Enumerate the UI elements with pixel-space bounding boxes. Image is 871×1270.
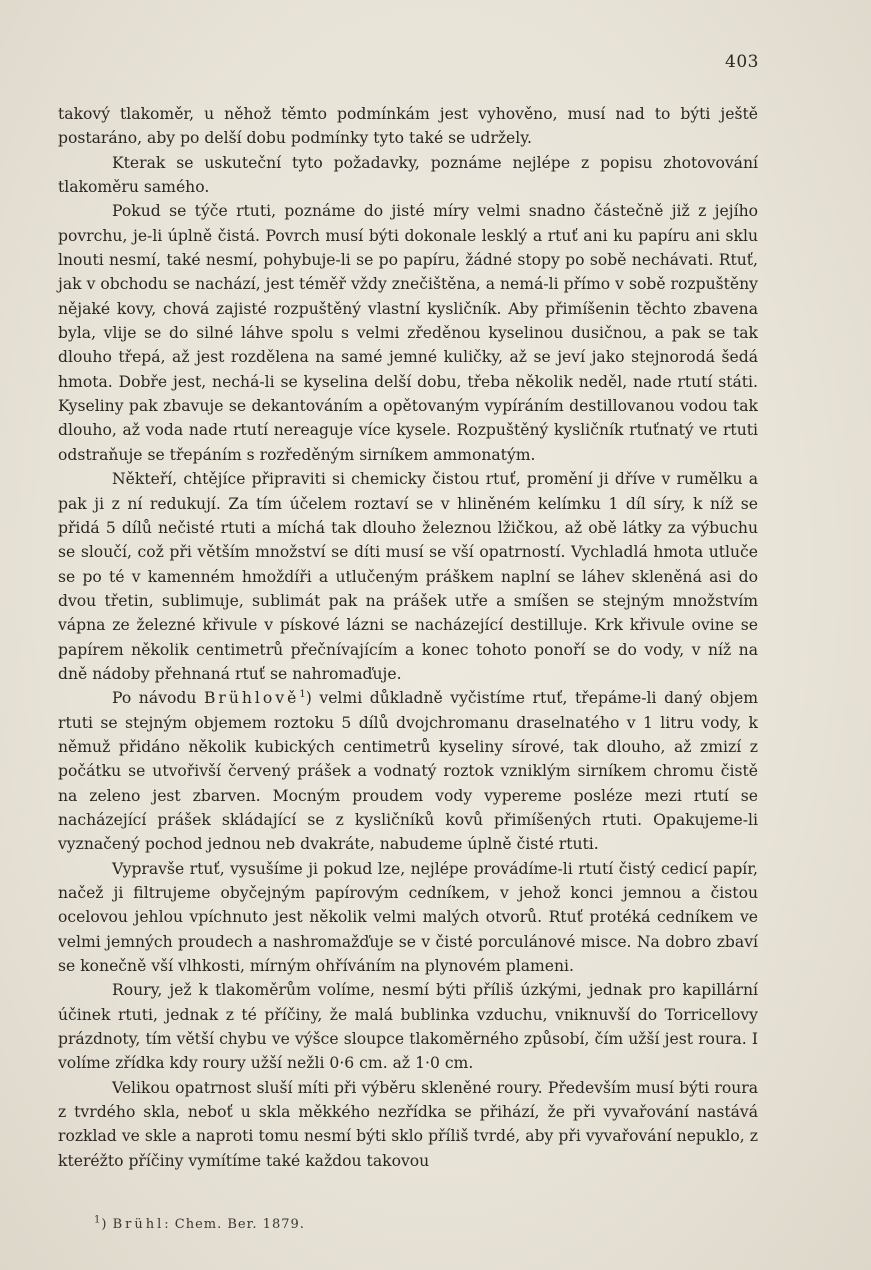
paragraph: Někteří, chtějíce připraviti si chemicky čistou rtuť, promění ji dříve v rumělku a pak ji z ní redukují. Za tím účelem roztaví se v hliněném kelímku 1 díl síry, k níž se přidá 5 dílů nečisté rtuti a míchá tak dlouho železnou lžičkou, až obě látky za výbuchu se sloučí, což při větším množství se díti musí se vší opatrností. Vychladlá hmota utluče se po té v kamenném hmoždíři a utlučeným práškem naplní se láhev skleněná asi do dvou třetin, sublimuje, sublimát pak na prášek utře a smíšen se stejným množstvím vápna ze železné křivule v pískové lázni se nacházející destilluje. Krk křivule ovine se papírem několik centimetrů přečnívajícím a konec tohoto ponoří se do vody, v níž na dně nádoby přehnaná rtuť se nahromaďuje. <box>58 470 758 683</box>
paragraph-rest: ) velmi důkladně vyčistíme rtuť, třepáme-li daný objem rtuti se stejným objemem roztoku 5 dílů dvojchromanu draselnatého v 1 litru vody, k němuž přidáno několik kubických centimetrů kyseliny sírové, tak dlouho, až zmizí z počátku se utvořivší červený prášek a vodnatý roztok vzniklým sirníkem chromu čistě na zeleno jest zbarven. Mocným proudem vody vypereme posléze mezi rtutí se nacházející prášek skládající se z kysličníků kovů přimíšených rtuti. Opakujeme-li vyznačený pochod jednou neb dvakráte, nabudeme úplně čisté rtuti. <box>58 689 758 854</box>
footnote-ref: 1 <box>299 689 306 701</box>
paragraph: Pokud se týče rtuti, poznáme do jisté míry velmi snadno částečně již z jejího povrchu, je-li úplně čistá. Povrch musí býti dokonale lesklý a rtuť ani ku papíru ani sklu lnouti nesmí, také nesmí, pohybuje-li se po papíru, žádné stopy po sobě nechávati. Rtuť, jak v obchodu se nachází, jest téměř vždy znečištěna, a nemá-li přímo v sobě rozpuštěny nějaké kovy, chová zajisté rozpuštěný vlastní kysličník. Aby přimíšenin těchto zbavena byla, vlije se do silné láhve spolu s velmi zředěnou kyselinou dusičnou, a pak se tak dlouho třepá, až jest rozdělena na samé jemné kuličky, až se jeví jako stejnorodá šedá hmota. Dobře jest, nechá-li se kyselina delší dobu, třeba několik neděl, nade rtutí státi. Kyseliny pak zbavuje se dekantováním a opětovaným vypíráním destillovanou vodou tak dlouho, až voda nade rtutí nereaguje více kysele. Rozpuštěný kysličník rtuťnatý ve rtuti odstraňuje se třepáním s rozředěným sirníkem ammonatým. <box>58 202 758 464</box>
footnote-author: Brühl <box>112 1217 165 1232</box>
paragraph-bruhl <box>58 686 758 856</box>
paragraph: Vypravše rtuť, vysušíme ji pokud lze, nejlépe provádíme-li rtutí čistý cedicí papír, načež ji filtrujeme obyčejným papírovým cedníkem, v jehož konci jemnou a čistou ocelovou jehlou vpíchnuto jest několik velmi malých otvorů. Rtuť protéká cedníkem ve velmi jemných proudech a nashromažďuje se v čisté porculánové misce. Na dobro zbaví se konečně vší vlhkosti, mírným ohříváním na plynovém plameni. <box>58 859 758 976</box>
paragraph: takový tlakoměr, u něhož těmto podmínkám jest vyhověno, musí nad to býti ještě postaráno, aby po delší dobu podmínky tyto také se udržely. <box>58 105 758 148</box>
paragraph: Velikou opatrnost sluší míti při výběru skleněné roury. Především musí býti roura z tvrdého skla, neboť u skla měkkého nezřídka se přihází, že při vyvařování nastává rozklad ve skle a naproti tomu nesmí býti sklo příliš tvrdé, aby při vyvařování nepuklo, z kteréžto příčiny vymítíme také každou takovou <box>58 1078 758 1170</box>
paragraph: Roury, jež k tlakoměrům volíme, nesmí býti příliš úzkými, jednak pro kapillární účinek rtuti, jednak z té příčiny, že malá bublinka vzduchu, vniknuvší do Torricellovy prázdnoty, tím větší chybu ve výšce sloupce tlakoměrného způsobí, čím užší jest roura. I volíme zřídka kdy roury užší nežli 0·6 cm. až 1·0 cm. <box>58 981 758 1073</box>
body-text <box>58 102 758 1173</box>
author-name: Brühlově <box>203 689 300 708</box>
footnote-marker: 1 <box>94 1214 102 1226</box>
paragraph: Kterak se uskuteční tyto požadavky, poznáme nejlépe z popisu zhotovování tlakoměru samého. <box>58 153 758 197</box>
footnote: $^1$) Brühl: Chem. Ber. 1879. <box>94 1214 305 1232</box>
paragraph-lead: Po návodu <box>112 689 204 708</box>
page-number: 403 <box>725 52 759 72</box>
footnote-text: : Chem. Ber. 1879. <box>164 1217 305 1232</box>
